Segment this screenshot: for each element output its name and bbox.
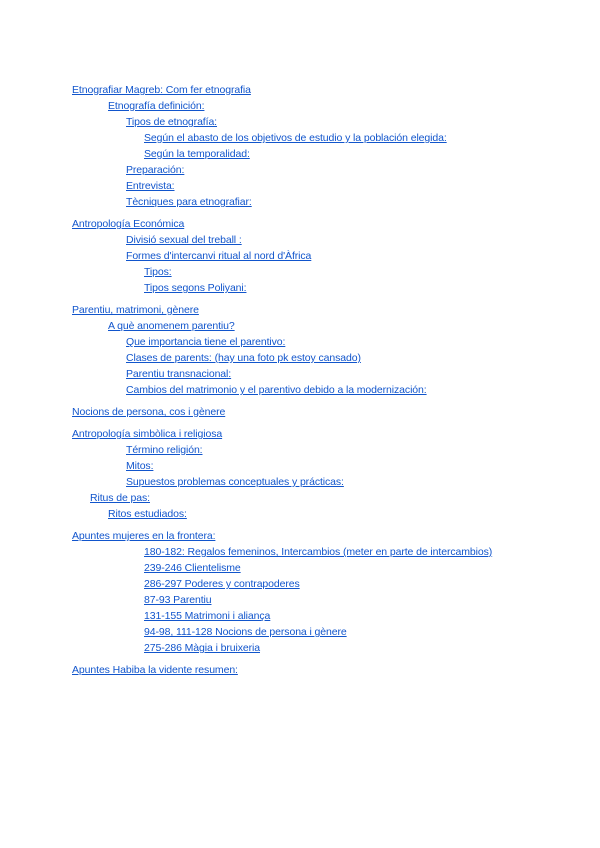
toc-link[interactable]: Antropología Económica	[72, 218, 185, 230]
toc-subheading-entry	[0, 608, 600, 624]
toc-subheading-entry	[0, 560, 600, 576]
toc-heading-entry	[0, 82, 600, 98]
toc-subheading-entry	[0, 544, 600, 560]
toc-link[interactable]: Etnografiar Magreb: Com fer etnografia	[72, 84, 251, 96]
toc-link[interactable]: Entrevista:	[126, 180, 175, 192]
toc-link[interactable]: Parentiu, matrimoni, gènere	[72, 304, 199, 316]
toc-link[interactable]: Ritos estudiados:	[108, 508, 187, 520]
toc-subheading-entry	[0, 350, 600, 366]
toc-link[interactable]: Según la temporalidad:	[144, 148, 250, 160]
toc-link[interactable]: Etnografía definición:	[108, 100, 205, 112]
toc-link[interactable]: Que importancia tiene el parentivo:	[126, 336, 286, 348]
toc-subheading-entry	[0, 506, 600, 522]
toc-link[interactable]: 239-246 Clientelisme	[144, 562, 241, 574]
toc-subheading-entry	[0, 98, 600, 114]
toc-link[interactable]: 94-98, 111-128 Nocions de persona i gènere	[144, 626, 347, 638]
toc-subheading-entry	[0, 248, 600, 264]
toc-link[interactable]: 131-155 Matrimoni i aliança	[144, 610, 271, 622]
toc-subheading-entry	[0, 114, 600, 130]
toc-link[interactable]: Cambios del matrimonio y el parentivo debido a la modernización:	[126, 384, 427, 396]
toc-link[interactable]: Nocions de persona, cos i gènere	[72, 406, 226, 418]
toc-subheading-entry	[0, 130, 600, 146]
toc-subheading-entry	[0, 264, 600, 280]
toc-link[interactable]: Ritus de pas:	[90, 492, 150, 504]
toc-link[interactable]: Mitos:	[126, 460, 154, 472]
toc-subheading-entry	[0, 366, 600, 382]
toc-subheading-entry	[0, 474, 600, 490]
toc-subheading-entry	[0, 640, 600, 656]
toc-heading-entry	[0, 528, 600, 544]
toc-link[interactable]: Apuntes mujeres en la frontera:	[72, 530, 216, 542]
toc-subheading-entry	[0, 162, 600, 178]
toc-link[interactable]: Parentiu transnacional:	[126, 368, 232, 380]
toc-link[interactable]: Tècniques para etnografiar:	[126, 196, 252, 208]
toc-link[interactable]: Antropología simbòlica i religiosa	[72, 428, 223, 440]
toc-subheading-entry	[0, 592, 600, 608]
toc-heading-entry	[0, 426, 600, 442]
toc-link[interactable]: Divisió sexual del treball :	[126, 234, 242, 246]
toc-heading-entry	[0, 404, 600, 420]
toc-subheading-entry	[0, 442, 600, 458]
toc-link[interactable]: Preparación:	[126, 164, 185, 176]
toc-subheading-entry	[0, 146, 600, 162]
toc-link[interactable]: 180-182: Regalos femeninos, Intercambios (meter en parte de intercambios)	[144, 546, 493, 558]
toc-link[interactable]: Tipos:	[144, 266, 172, 278]
toc-link[interactable]: Apuntes Habiba la vidente resumen:	[72, 664, 238, 676]
toc-link[interactable]: 286-297 Poderes y contrapoderes	[144, 578, 300, 590]
toc-link[interactable]: Formes d'intercanvi ritual al nord d'Àfrica	[126, 250, 312, 262]
toc-subheading-entry	[0, 178, 600, 194]
toc-subheading-entry	[0, 318, 600, 334]
toc-subheading-entry	[0, 232, 600, 248]
toc-link[interactable]: 87-93 Parentiu	[144, 594, 212, 606]
toc-heading-entry	[0, 662, 600, 678]
table-of-contents	[0, 82, 600, 678]
toc-subheading-entry	[0, 194, 600, 210]
toc-link[interactable]: A què anomenem parentiu?	[108, 320, 235, 332]
toc-subheading-entry	[0, 280, 600, 296]
toc-heading-entry	[0, 216, 600, 232]
toc-link[interactable]: Término religión:	[126, 444, 203, 456]
toc-heading-entry	[0, 302, 600, 318]
toc-link[interactable]: Clases de parents: (hay una foto pk estoy cansado)	[126, 352, 361, 364]
toc-subheading-entry	[0, 490, 600, 506]
toc-link[interactable]: Supuestos problemas conceptuales y prácticas:	[126, 476, 344, 488]
toc-link[interactable]: 275-286 Màgia i bruixeria	[144, 642, 260, 654]
toc-subheading-entry	[0, 382, 600, 398]
toc-subheading-entry	[0, 624, 600, 640]
toc-subheading-entry	[0, 334, 600, 350]
toc-subheading-entry	[0, 458, 600, 474]
toc-link[interactable]: Según el abasto de los objetivos de estudio y la población elegida:	[144, 132, 447, 144]
toc-link[interactable]: Tipos segons Poliyani:	[144, 282, 247, 294]
toc-link[interactable]: Tipos de etnografía:	[126, 116, 218, 128]
toc-subheading-entry	[0, 576, 600, 592]
